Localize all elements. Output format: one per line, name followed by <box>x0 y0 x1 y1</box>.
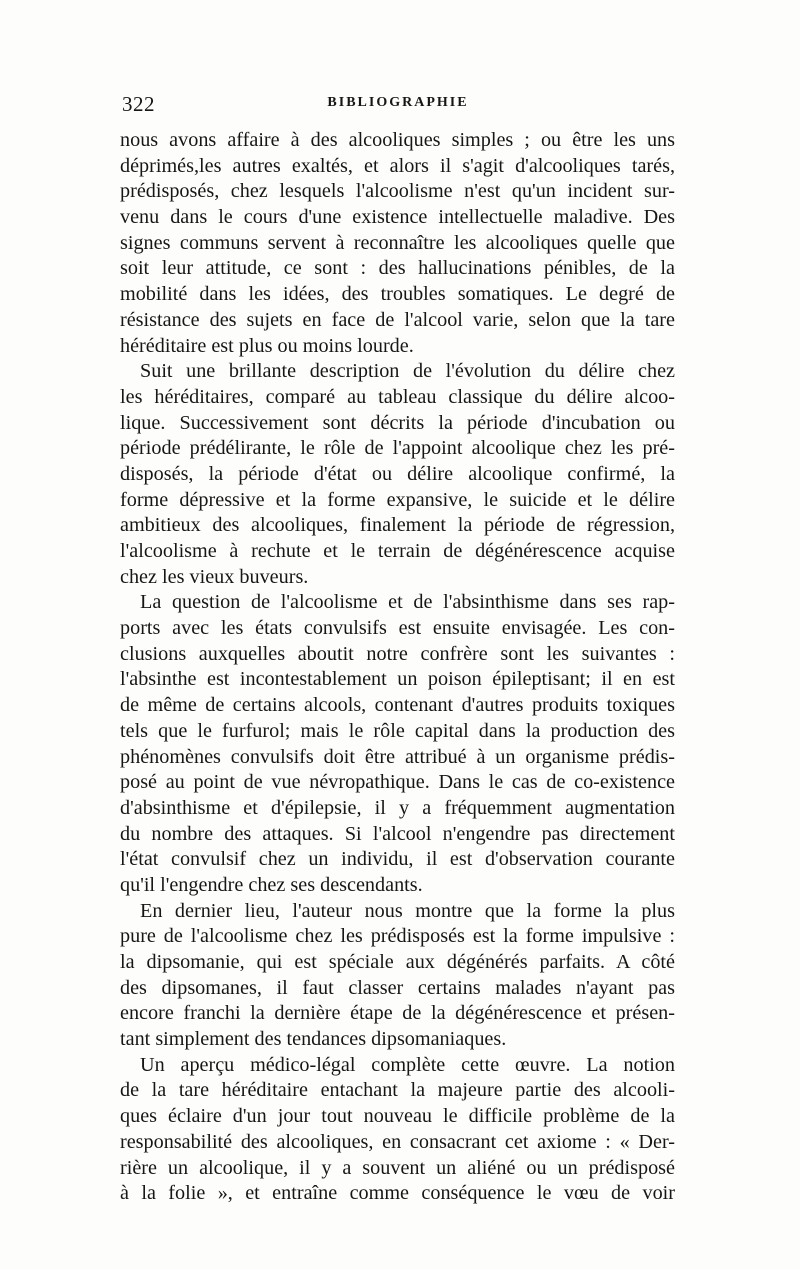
text-line: encore franchi la dernière étape de la dégénérescence et présen- <box>120 1002 675 1025</box>
text-line: qu'il l'engendre chez ses descendants. <box>120 873 423 896</box>
text-line: signes communs servent à reconnaître les alcooliques quelle que <box>120 231 675 254</box>
text-line: les héréditaires, comparé au tableau classique du délire alcoo- <box>120 385 675 408</box>
text-line: Un aperçu médico-légal complète cette œuvre. La notion <box>140 1053 675 1076</box>
paragraph-2 <box>120 359 675 590</box>
text-line: En dernier lieu, l'auteur nous montre que la forme la plus <box>140 899 675 922</box>
text-line: période prédélirante, le rôle de l'appoint alcoolique chez les pré- <box>120 437 675 460</box>
text-line: de la tare héréditaire entachant la majeure partie des alcooli- <box>120 1079 675 1102</box>
text-line: prédisposés, chez lesquels l'alcoolisme n'est qu'un incident sur- <box>120 180 675 203</box>
paragraph-5 <box>120 1053 675 1207</box>
text-line: la dipsomanie, qui est spéciale aux dégénérés parfaits. A côté <box>120 951 675 973</box>
text-line: disposés, la période d'état ou délire alcoolique confirmé, la <box>120 462 675 485</box>
text-line: l'état convulsif chez un individu, il est d'observation courante <box>120 848 675 871</box>
text-line: Suit une brillante description de l'évolution du délire chez <box>140 360 675 383</box>
text-line: clusions auxquelles aboutit notre confrère sont les suivantes : <box>120 642 675 665</box>
text-line: déprimés,les autres exaltés, et alors il s'agit d'alcooliques tarés, <box>120 154 675 177</box>
text-line: posé au point de vue névropathique. Dans le cas de co-existence <box>120 771 675 794</box>
text-line: responsabilité des alcooliques, en consacrant cet axiome : « Der- <box>120 1130 675 1153</box>
text-line: venu dans le cours d'une existence intellectuelle maladive. Des <box>120 206 675 229</box>
text-line: pure de l'alcoolisme chez les prédisposés est la forme impulsive : <box>120 925 675 948</box>
text-line: tant simplement des tendances dipsomaniaques. <box>120 1028 507 1051</box>
text-line: ambitieux des alcooliques, finalement la période de régression, <box>120 514 675 537</box>
text-line: ports avec les états convulsifs est ensuite envisagée. Les con- <box>120 617 675 640</box>
text-line: l'alcoolisme à rechute et le terrain de dégénérescence acquise <box>120 540 675 562</box>
text-line: lique. Successivement sont décrits la période d'incubation ou <box>120 411 675 434</box>
running-title: BIBLIOGRAPHIE <box>327 95 469 110</box>
text-line: à la folie », et entraîne comme conséquence le vœu de voir <box>120 1182 675 1205</box>
text-line: La question de l'alcoolisme et de l'absinthisme dans ses rap- <box>140 591 675 614</box>
text-line: du nombre des attaques. Si l'alcool n'engendre pas directement <box>120 822 675 845</box>
text-line: phénomènes convulsifs doit être attribué à un organisme prédis- <box>120 745 675 768</box>
text-line: rière un alcoolique, il y a souvent un aliéné ou un prédisposé <box>120 1156 675 1179</box>
text-line: chez les vieux buveurs. <box>120 565 309 588</box>
page-header <box>122 92 674 120</box>
text-line: l'absinthe est incontestablement un poison épileptisant; il en est <box>120 668 675 691</box>
paragraph-3 <box>120 590 675 898</box>
text-line: ques éclaire d'un jour tout nouveau le difficile problème de la <box>120 1105 675 1128</box>
text-line: héréditaire est plus ou moins lourde. <box>120 334 414 357</box>
text-line: d'absinthisme et d'épilepsie, il y a fréquemment augmentation <box>120 796 675 819</box>
body-text <box>120 128 675 1207</box>
text-line: mobilité dans les idées, des troubles somatiques. Le degré de <box>120 283 675 306</box>
paragraph-1 <box>120 128 675 359</box>
text-line: soit leur attitude, ce sont : des hallucinations pénibles, de la <box>120 257 675 280</box>
paragraph-4 <box>120 899 675 1053</box>
text-line: de même de certains alcools, contenant d'autres produits toxiques <box>120 694 675 717</box>
text-line: des dipsomanes, il faut classer certains malades n'ayant pas <box>120 976 675 999</box>
page-number: 322 <box>122 92 155 116</box>
text-line: résistance des sujets en face de l'alcool varie, selon que la tare <box>120 308 675 331</box>
text-line: forme dépressive et la forme expansive, le suicide et le délire <box>120 488 675 511</box>
text-line: tels que le furfurol; mais le rôle capital dans la production des <box>120 719 675 742</box>
text-line: nous avons affaire à des alcooliques simples ; ou être les uns <box>120 129 675 151</box>
